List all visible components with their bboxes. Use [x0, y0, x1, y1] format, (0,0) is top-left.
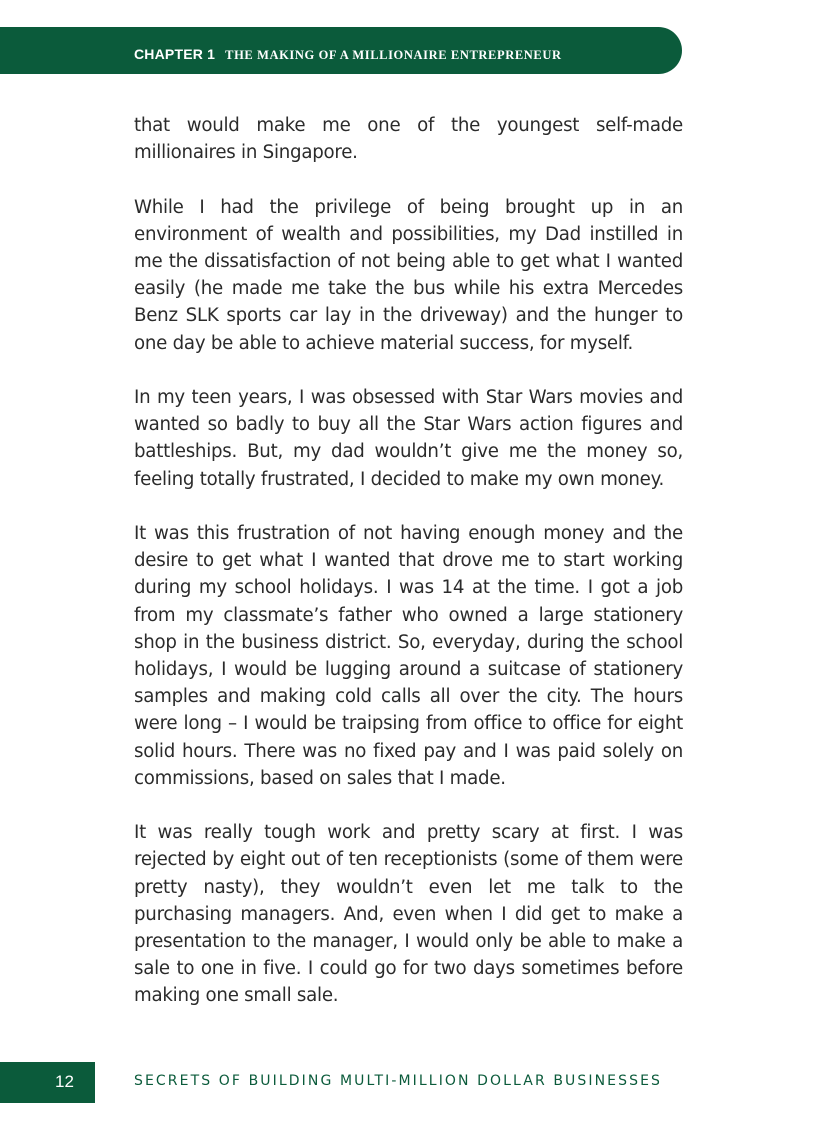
chapter-label: CHAPTER 1 — [134, 46, 216, 62]
paragraph-2: While I had the privilege of being brought up in an environment of wealth and possibilities, my Dad instilled in me the dissatisfaction of not being able to get what I wanted easily (he made me take the bus while his extra Mercedes Benz SLK sports car lay in the driveway) and the hunger to one day be able to achieve material success, for myself. — [134, 196, 683, 354]
paragraph-5: It was really tough work and pretty scary at first. I was rejected by eight out of ten receptionists (some of them were pretty nasty), they wouldn’t even let me talk to the purchasing managers. And, even when I did get to make a presentation to the manager, I would only be able to make a sale to one in five. I could go for two days sometimes before making one small sale. — [134, 822, 683, 1007]
paragraph-4: It was this frustration of not having enough money and the desire to get what I wanted that drove me to start working during my school holidays. I was 14 at the time. I got a job from my classmate’s father who owned a large stationery shop in the business district. So, everyday, during the school holidays, I would be lugging around a suitcase of stationery samples and making cold calls all over the city. The hours were long – I would be traipsing from office to office for eight solid hours. There was no fixed pay and I was paid solely on commissions, based on sales that I made. — [134, 523, 683, 789]
paragraph-1: that would make me one of the youngest self-made millionaires in Singapore. — [134, 115, 683, 164]
chapter-title: THE MAKING OF A MILLIONAIRE ENTREPRENEUR — [225, 48, 562, 62]
paragraph-3: In my teen years, I was obsessed with Star Wars movies and wanted so badly to buy all the Star Wars action figures and battleships. But, my dad wouldn’t give me the money so, feeling totally frustrated, I decided to make my own money. — [134, 387, 683, 490]
running-header — [134, 44, 562, 64]
running-footer-book-title: SECRETS OF BUILDING MULTI-MILLION DOLLAR BUSINESSES — [134, 1073, 663, 1089]
body-text — [134, 112, 683, 1037]
page-number-box — [0, 1062, 95, 1103]
page-number: 12 — [55, 1072, 74, 1091]
